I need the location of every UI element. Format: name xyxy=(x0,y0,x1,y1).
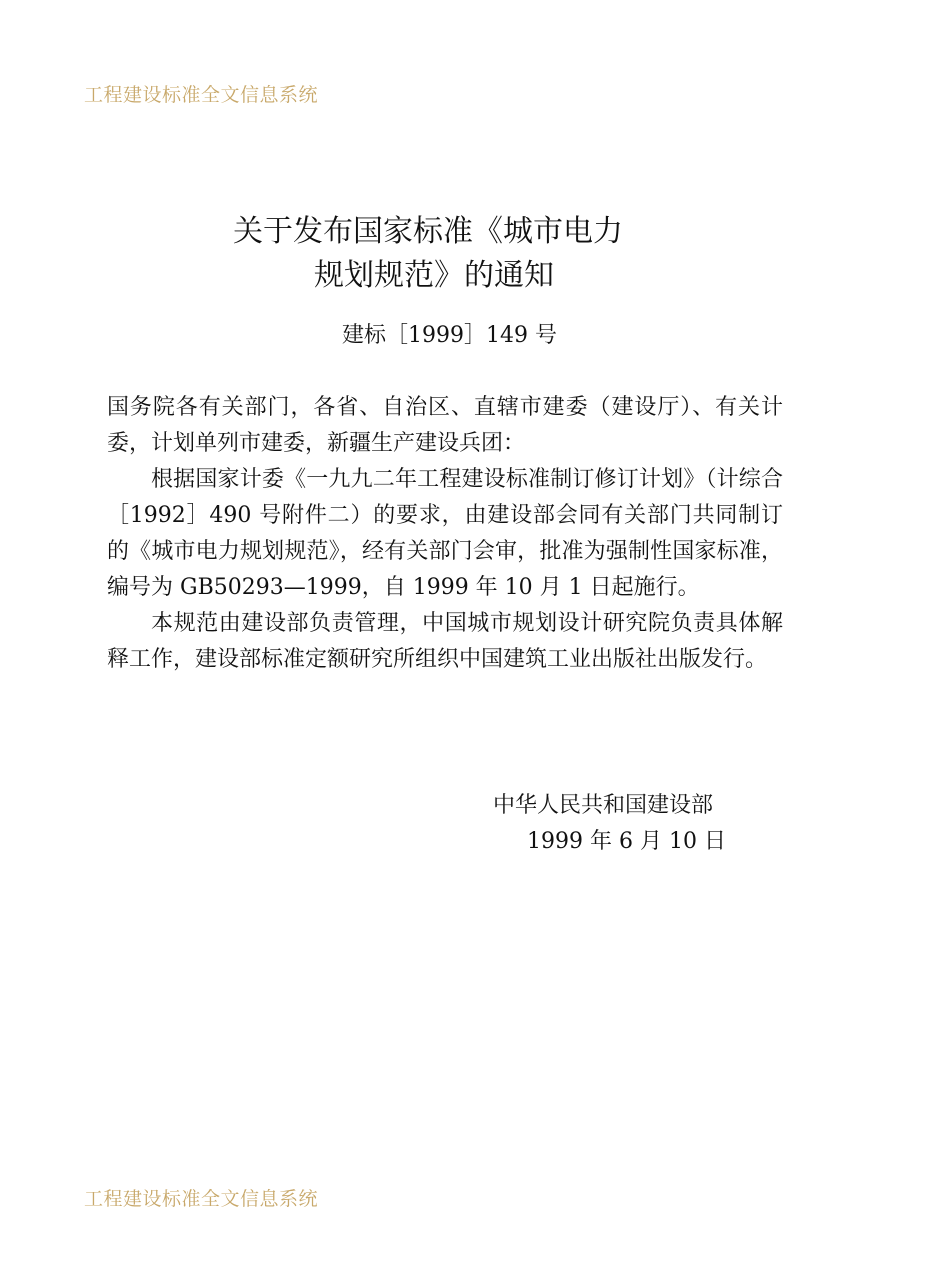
notice-body xyxy=(107,390,783,678)
header-watermark: 工程建设标准全文信息系统 xyxy=(84,84,319,106)
title-line-2: 规划规范》的通知 xyxy=(314,258,554,293)
footer-watermark: 工程建设标准全文信息系统 xyxy=(84,1188,319,1210)
title-line-1: 关于发布国家标准《城市电力 xyxy=(233,214,623,249)
signature-block xyxy=(493,788,726,860)
issue-date: 1999 年 6 月 10 日 xyxy=(527,829,726,854)
issuer-name: 中华人民共和国建设部 xyxy=(493,793,714,818)
management-paragraph: 本规范由建设部负责管理，中国城市规划设计研究院负责具体解释工作，建设部标准定额研究所组织中国建筑工业出版社出版发行。 xyxy=(107,611,783,672)
approval-paragraph: 根据国家计委《一九九二年工程建设标准制订修订计划》（计综合［1992］490 号附件二）的要求，由建设部会同有关部门共同制订的《城市电力规划规范》，经有关部门会审，批准为强制性国家标准，编号为 GB50293—1999，自 1999 年 10 月 1 日起施行。 xyxy=(107,467,783,600)
document-number: 建标［1999］149 号 xyxy=(342,323,557,348)
addressee-paragraph: 国务院各有关部门，各省、自治区、直辖市建委（建设厅）、有关计委，计划单列市建委，新疆生产建设兵团： xyxy=(107,395,783,456)
